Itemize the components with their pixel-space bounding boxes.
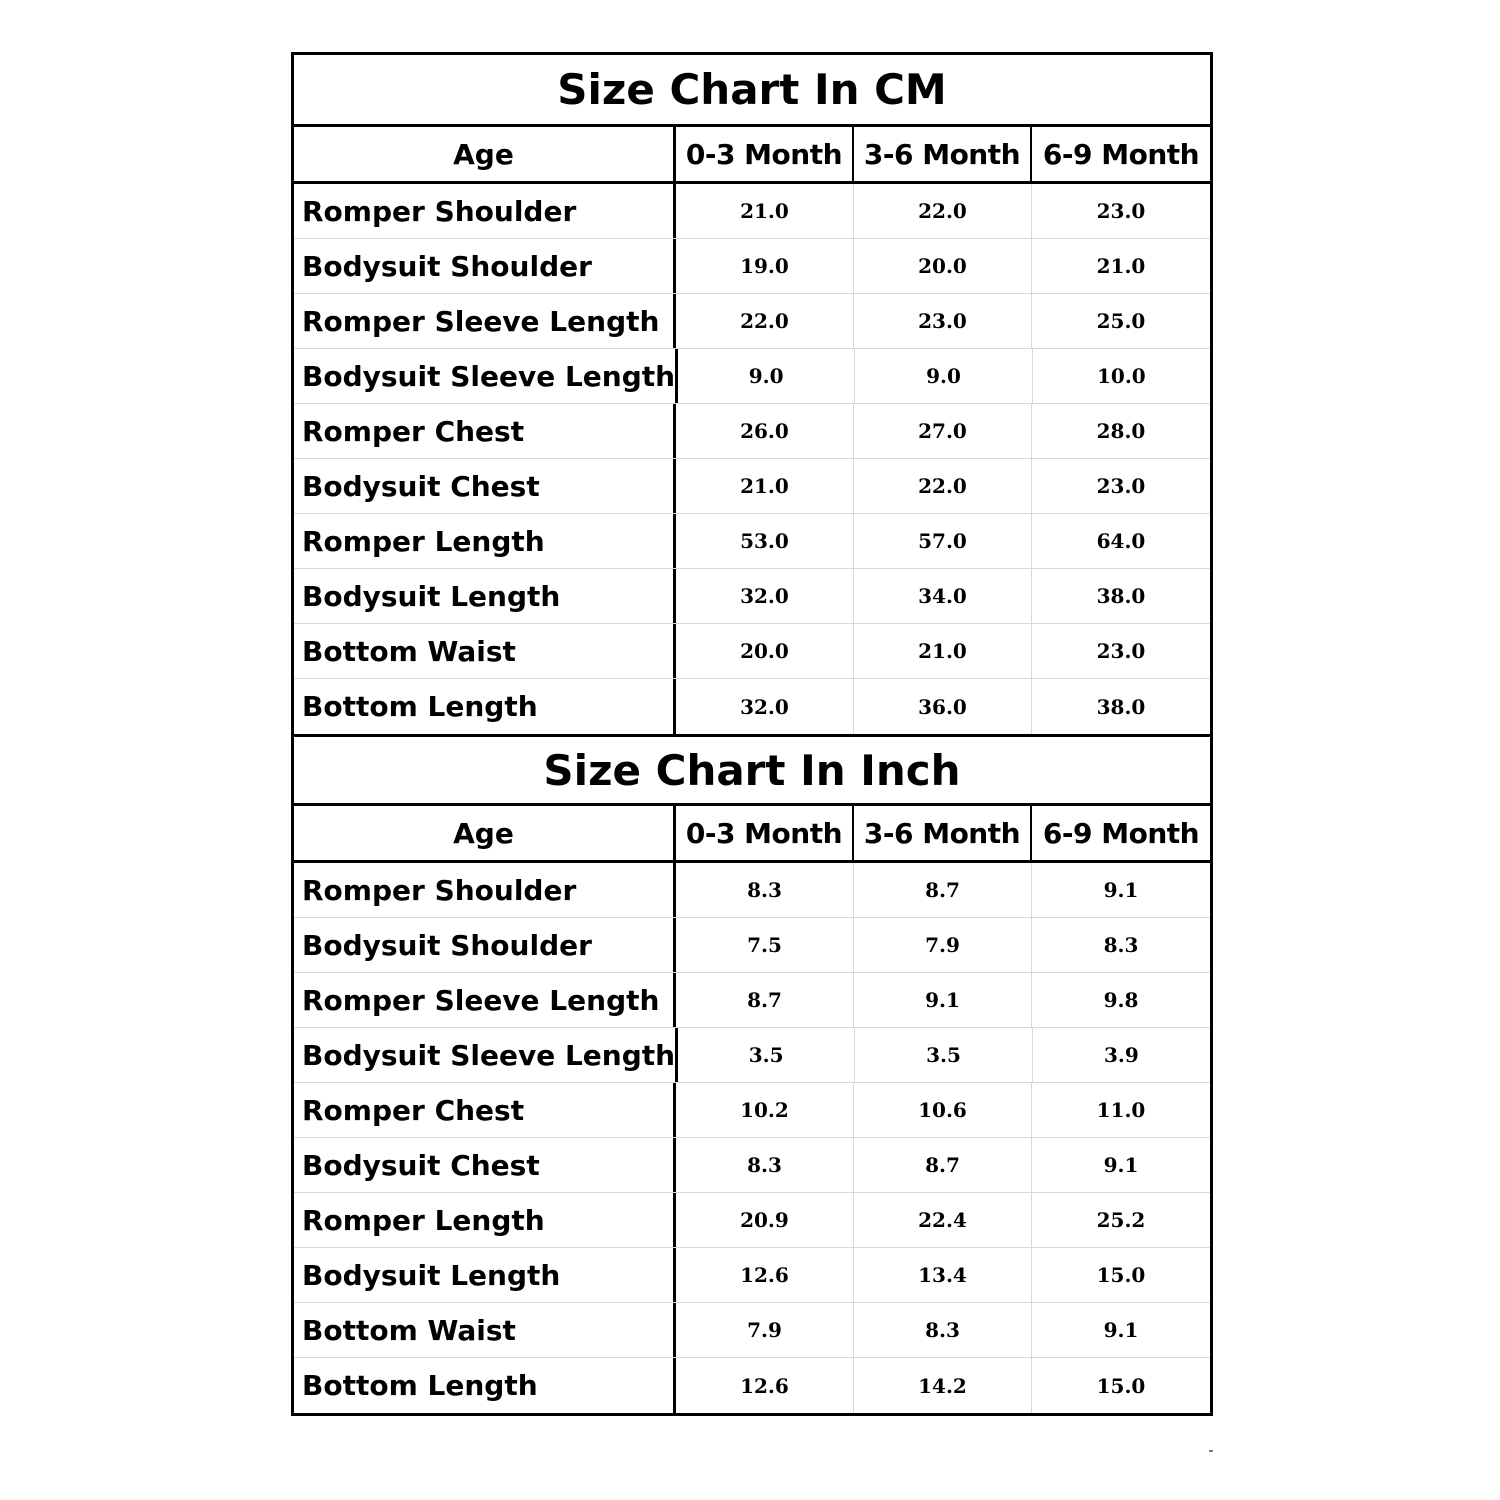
table-row (294, 624, 1210, 679)
measurement-cell: 36.0 (854, 679, 1032, 734)
measurement-cell: 8.7 (854, 1138, 1032, 1192)
measurement-cell: 8.7 (854, 863, 1032, 917)
table-row (294, 863, 1210, 918)
measurement-cell: 8.7 (676, 973, 854, 1027)
measurement-cell: 7.9 (854, 918, 1032, 972)
table-row (294, 679, 1210, 734)
measurement-cell: 23.0 (1096, 639, 1146, 663)
table-row (294, 239, 1210, 294)
measurement-cell: 20.0 (854, 239, 1032, 293)
row-label: Romper Sleeve Length (294, 973, 676, 1027)
row-label: Romper Chest (294, 1083, 676, 1137)
row-label: Bodysuit Shoulder (294, 918, 676, 972)
measurement-cell: 20.9 (676, 1193, 854, 1247)
age-header: Age (294, 806, 676, 860)
size-chart-inch (294, 734, 1210, 1413)
size-chart-cm (294, 55, 1210, 734)
measurement-cell: 3.5 (855, 1028, 1032, 1082)
measurement-cell: 15.0 (1096, 1373, 1146, 1398)
measurement-cell: 38.0 (1096, 694, 1146, 719)
table-header-row (294, 127, 1210, 184)
table-row (294, 514, 1210, 569)
measurement-cell: 9.0 (855, 349, 1032, 403)
measurement-cell: 23.0 (854, 294, 1032, 348)
age-header: Age (294, 127, 676, 181)
table-row (294, 184, 1210, 239)
table-row (294, 1303, 1210, 1358)
table-row (294, 294, 1210, 349)
measurement-cell: 8.3 (676, 1138, 854, 1192)
column-header: 3-6 Month (854, 806, 1032, 860)
measurement-cell: 8.3 (1103, 933, 1139, 957)
measurement-cell: 19.0 (676, 239, 854, 293)
table-row (294, 404, 1210, 459)
measurement-cell: 22.4 (854, 1193, 1032, 1247)
measurement-cell: 22.0 (676, 294, 854, 348)
measurement-cell: 21.0 (676, 459, 854, 513)
measurement-cell: 22.0 (854, 184, 1032, 238)
row-label: Romper Shoulder (294, 863, 676, 917)
measurement-cell: 9.1 (1103, 1153, 1139, 1177)
measurement-cell: 23.0 (1096, 199, 1146, 223)
measurement-cell: 25.0 (1096, 309, 1146, 333)
row-label: Bottom Length (294, 1358, 676, 1413)
table-body-inch (294, 863, 1210, 1413)
table-row (294, 349, 1210, 404)
table-row (294, 1193, 1210, 1248)
measurement-cell: 11.0 (1096, 1098, 1146, 1122)
row-label: Bottom Waist (294, 1303, 676, 1357)
measurement-cell: 21.0 (676, 184, 854, 238)
row-label: Bottom Waist (294, 624, 676, 678)
measurement-cell: 9.1 (1103, 1318, 1139, 1342)
measurement-cell: 22.0 (854, 459, 1032, 513)
row-label: Bottom Length (294, 679, 676, 734)
section-title-cm: Size Chart In CM (294, 55, 1210, 127)
measurement-cell: 53.0 (676, 514, 854, 568)
column-header: 0-3 Month (676, 127, 854, 181)
row-label: Bodysuit Sleeve Length (294, 1028, 678, 1082)
measurement-cell: 27.0 (854, 404, 1032, 458)
table-row (294, 918, 1210, 973)
measurement-cell: 7.5 (676, 918, 854, 972)
table-row (294, 1138, 1210, 1193)
row-label: Romper Length (294, 1193, 676, 1247)
table-header-row (294, 806, 1210, 863)
row-label: Bodysuit Chest (294, 459, 676, 513)
row-label: Romper Length (294, 514, 676, 568)
measurement-cell: 21.0 (854, 624, 1032, 678)
row-label: Romper Shoulder (294, 184, 676, 238)
measurement-cell: 12.6 (676, 1358, 854, 1413)
measurement-cell: 20.0 (676, 624, 854, 678)
measurement-cell: 32.0 (676, 679, 854, 734)
column-header: 3-6 Month (854, 127, 1032, 181)
measurement-cell: 25.2 (1096, 1208, 1146, 1232)
table-row (294, 973, 1210, 1028)
measurement-cell: 64.0 (1096, 529, 1146, 553)
measurement-cell: 3.9 (1103, 1043, 1139, 1067)
column-header: 0-3 Month (676, 806, 854, 860)
table-body-cm (294, 184, 1210, 734)
row-label: Bodysuit Length (294, 1248, 676, 1302)
column-header: 6-9 Month (1042, 137, 1200, 171)
measurement-cell: 57.0 (854, 514, 1032, 568)
row-label: Bodysuit Shoulder (294, 239, 676, 293)
measurement-cell: 21.0 (1096, 254, 1146, 278)
measurement-cell: 9.1 (854, 973, 1032, 1027)
table-row (294, 1083, 1210, 1138)
row-label: Bodysuit Sleeve Length (294, 349, 678, 403)
measurement-cell: 38.0 (1096, 584, 1146, 608)
measurement-cell: 26.0 (676, 404, 854, 458)
measurement-cell: 23.0 (1096, 474, 1146, 498)
measurement-cell: 13.4 (854, 1248, 1032, 1302)
size-chart-sheet (291, 52, 1213, 1416)
column-header: 6-9 Month (1042, 816, 1200, 850)
measurement-cell: 14.2 (854, 1358, 1032, 1413)
table-row (294, 1028, 1210, 1083)
row-label: Bodysuit Chest (294, 1138, 676, 1192)
table-row (294, 1358, 1210, 1413)
row-label: Romper Chest (294, 404, 676, 458)
measurement-cell: 9.1 (1103, 878, 1139, 902)
table-row (294, 1248, 1210, 1303)
measurement-cell: 32.0 (676, 569, 854, 623)
measurement-cell: 9.8 (1103, 988, 1139, 1012)
measurement-cell: 10.2 (676, 1083, 854, 1137)
table-row (294, 569, 1210, 624)
measurement-cell: 15.0 (1096, 1263, 1146, 1287)
measurement-cell: 3.5 (678, 1028, 855, 1082)
measurement-cell: 10.0 (1096, 364, 1146, 388)
table-row (294, 459, 1210, 514)
measurement-cell: 9.0 (678, 349, 855, 403)
measurement-cell: 7.9 (676, 1303, 854, 1357)
measurement-cell: 28.0 (1096, 419, 1146, 443)
measurement-cell: 8.3 (854, 1303, 1032, 1357)
row-label: Bodysuit Length (294, 569, 676, 623)
section-title-inch: Size Chart In Inch (294, 734, 1210, 806)
measurement-cell: 34.0 (854, 569, 1032, 623)
measurement-cell: 10.6 (854, 1083, 1032, 1137)
measurement-cell: 8.3 (676, 863, 854, 917)
row-label: Romper Sleeve Length (294, 294, 676, 348)
measurement-cell: 12.6 (676, 1248, 854, 1302)
stray-mark (1209, 1450, 1213, 1452)
